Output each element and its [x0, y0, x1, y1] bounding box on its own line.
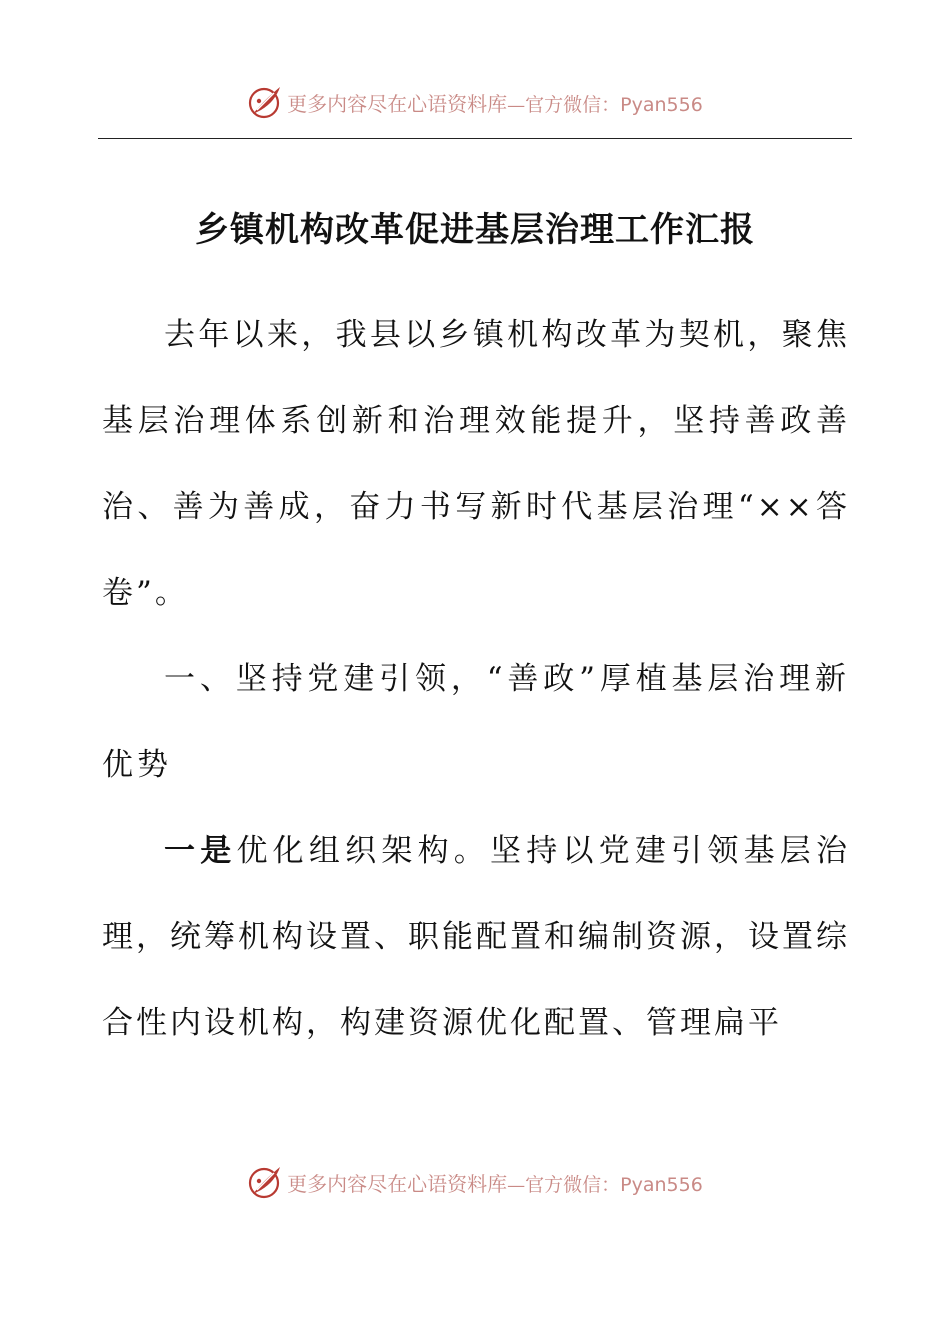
point-lead: 一是 [164, 833, 237, 869]
header-banner [0, 82, 950, 122]
quill-pen-logo-icon [247, 84, 283, 120]
footer-banner-wechat: 官方微信：Pyan556 [525, 1173, 703, 1196]
document-title: 乡镇机构改革促进基层治理工作汇报 [195, 210, 755, 250]
intro-paragraph: 去年以来，我县以乡镇机构改革为契机，聚焦基层治理体系创新和治理效能提升，坚持善政善治、善为善成，奋力书写新时代基层治理“××答卷”。 [102, 317, 850, 611]
footer-banner-separator: — [507, 1174, 526, 1196]
point-paragraph [102, 808, 850, 1066]
footer-banner-text [287, 1168, 703, 1197]
point-text: 优化组织架构。坚持以党建引领基层治理，统筹机构设置、职能配置和编制资源，设置综合性内设机构，构建资源优化配置、管理扁平 [102, 833, 851, 1041]
banner-text [287, 88, 703, 117]
banner-title: 更多内容尽在心语资料库 [287, 91, 508, 116]
document-body [102, 292, 850, 1066]
quill-pen-logo-icon [247, 1164, 283, 1200]
footer-banner-title: 更多内容尽在心语资料库 [287, 1171, 508, 1196]
banner-wechat: 官方微信：Pyan556 [525, 93, 703, 116]
banner-separator: — [507, 94, 526, 116]
section-heading: 一、坚持党建引领，“善政”厚植基层治理新优势 [102, 661, 850, 783]
header-divider [98, 138, 852, 139]
footer-banner [0, 1162, 950, 1202]
